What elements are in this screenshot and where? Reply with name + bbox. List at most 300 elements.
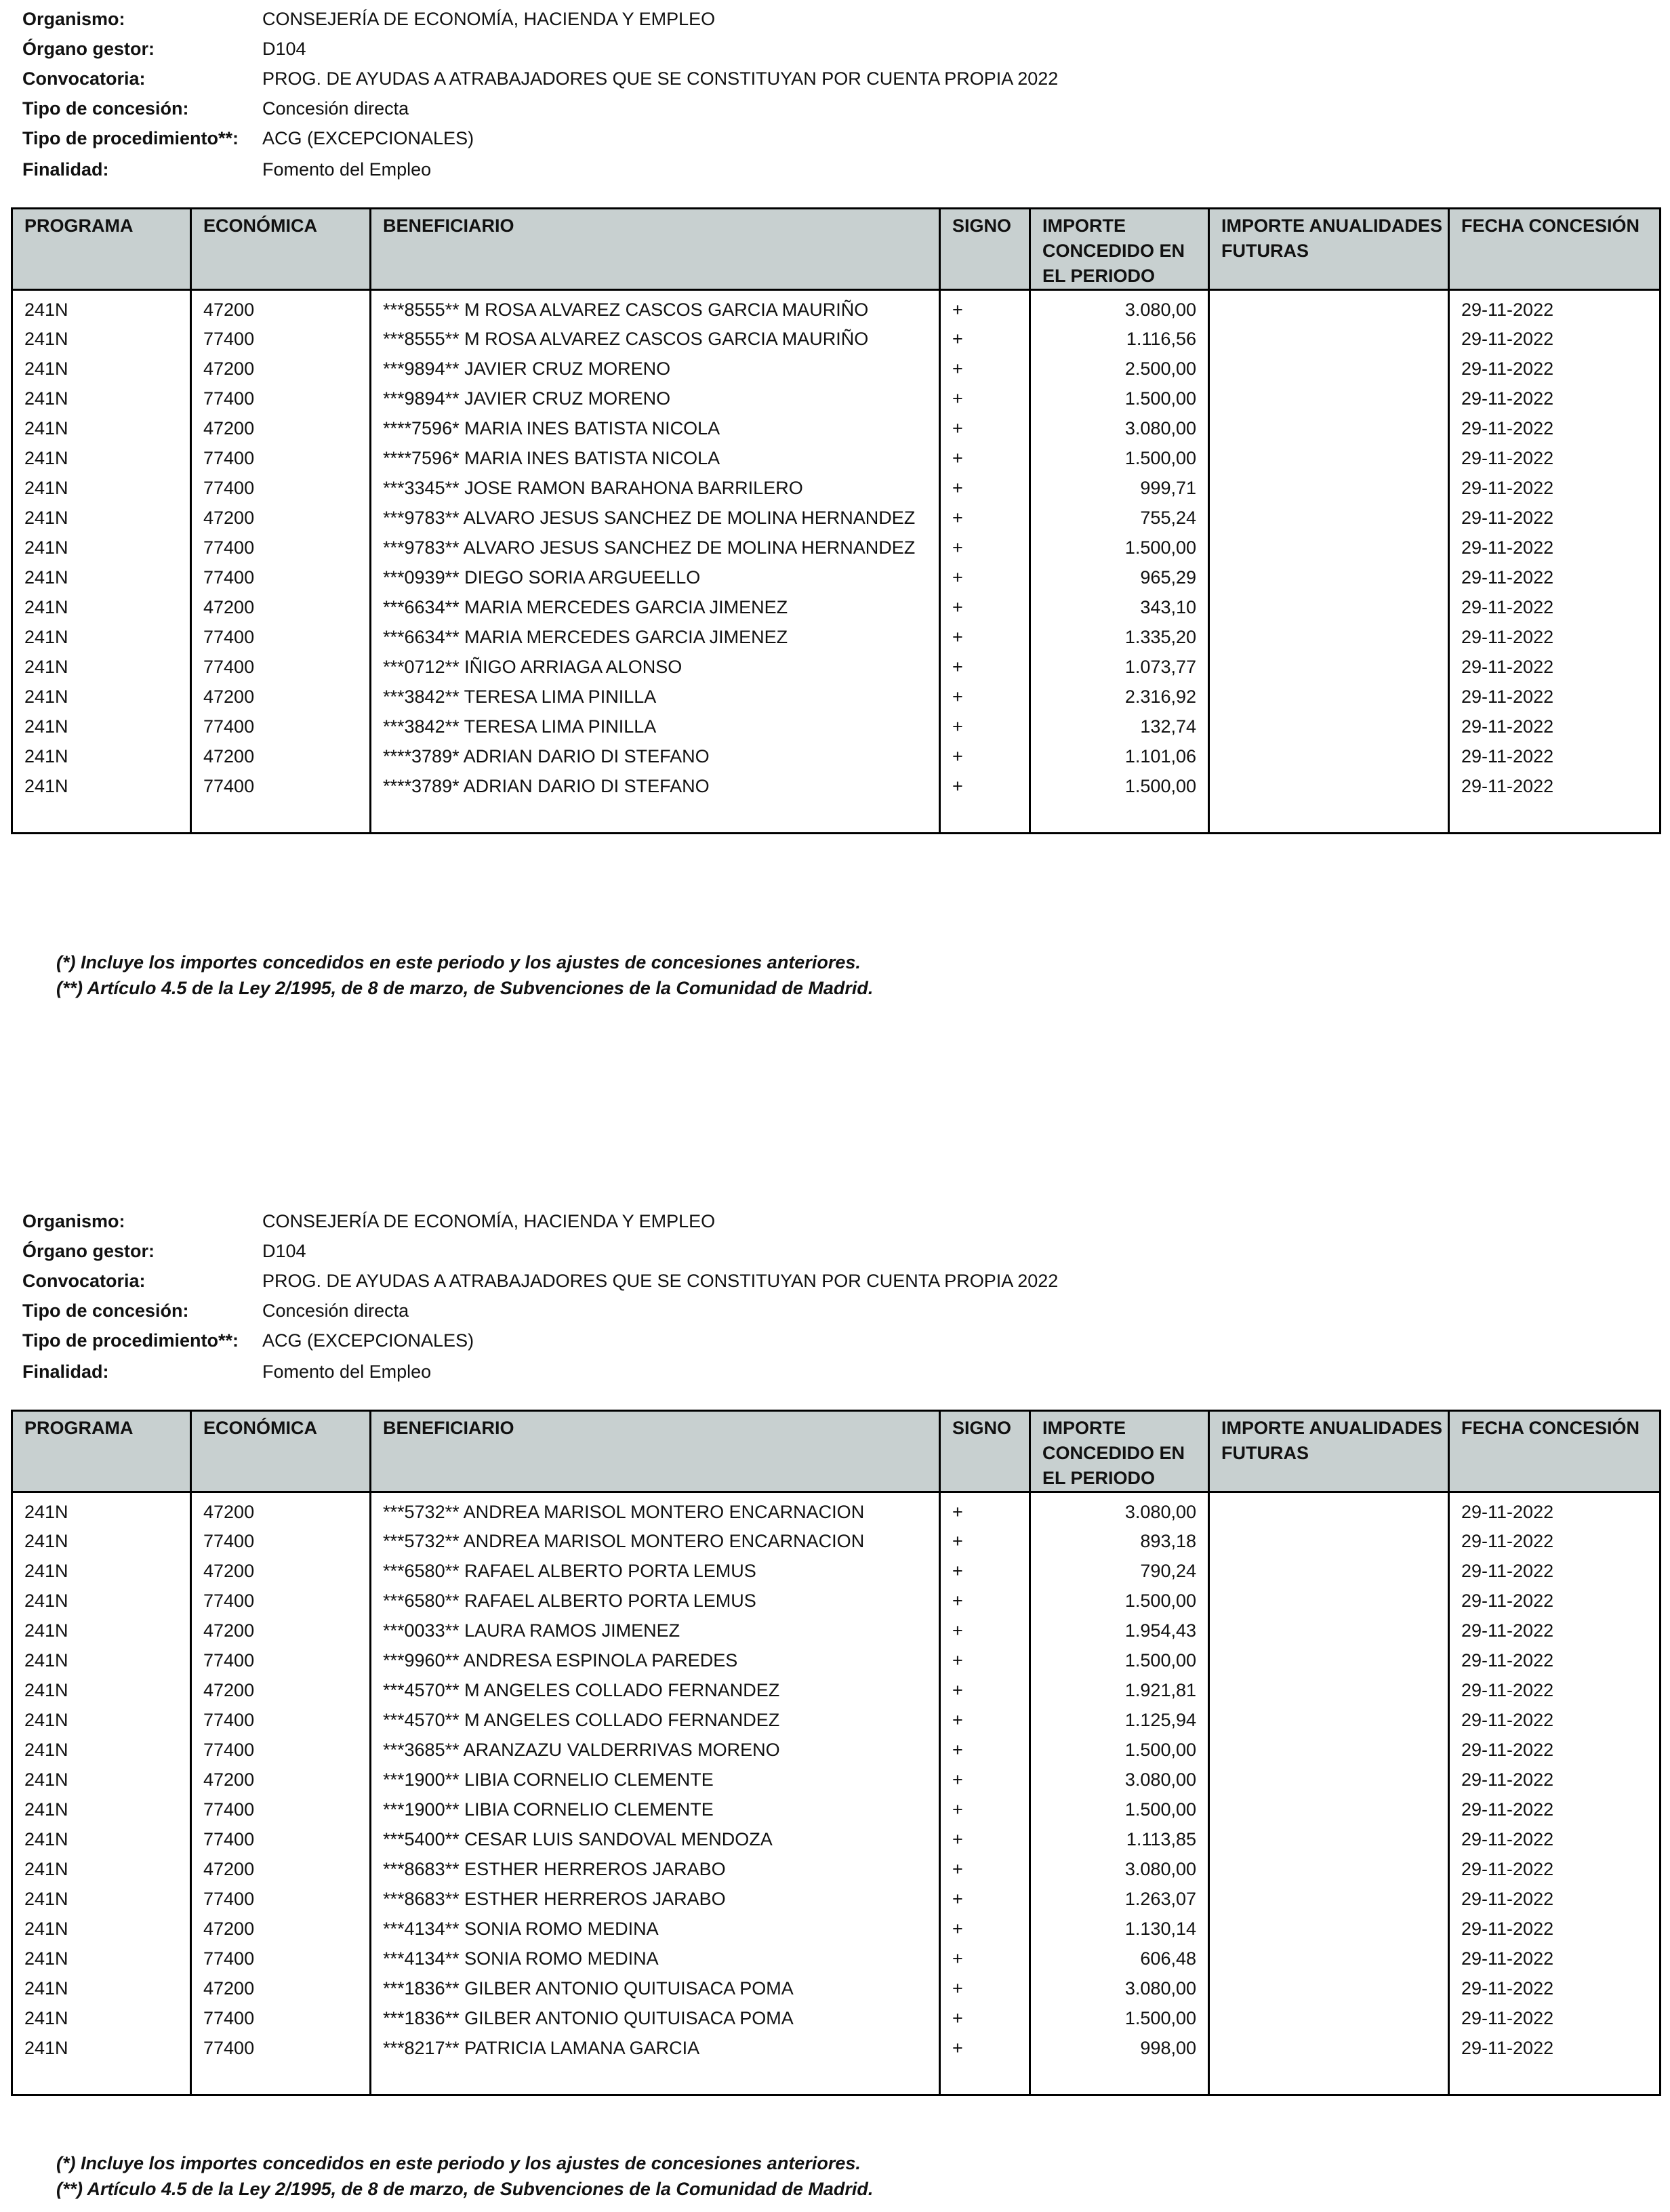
table-row — [12, 1529, 1661, 1559]
cell-beneficiario: ***1900** LIBIA CORNELIO CLEMENTE — [371, 1797, 940, 1827]
cell-economica: 77400 — [191, 565, 371, 595]
cell-importe-futuras — [1209, 1857, 1449, 1887]
cell-signo: + — [940, 1797, 1030, 1827]
col-header-programa: PROGRAMA — [12, 209, 191, 290]
cell-economica: 77400 — [191, 446, 371, 476]
cell-importe-futuras — [1209, 1946, 1449, 1976]
cell-beneficiario: ***9783** ALVARO JESUS SANCHEZ DE MOLINA HERNANDEZ — [371, 506, 940, 535]
tipo-concesion-label: Tipo de concesión: — [22, 1300, 189, 1321]
cell-importe: 2.500,00 — [1030, 356, 1209, 386]
cell-importe: 790,24 — [1030, 1559, 1209, 1589]
cell-fecha: 29-11-2022 — [1449, 1559, 1661, 1589]
cell-signo: + — [940, 446, 1030, 476]
cell-programa: 241N — [24, 417, 68, 438]
cell-signo: + — [940, 1827, 1030, 1857]
cell-signo: + — [940, 1678, 1030, 1708]
table-row — [12, 774, 1661, 804]
cell-importe: 1.954,43 — [1030, 1618, 1209, 1648]
empty-cell — [191, 2066, 371, 2095]
cell-programa: 241N — [24, 1978, 68, 1999]
cell-importe-futuras — [1209, 446, 1449, 476]
cell-programa: 241N — [24, 1888, 68, 1909]
cell-programa: 241N — [24, 477, 68, 498]
convocatoria-value: PROG. DE AYUDAS A ATRABAJADORES QUE SE CONSTITUYAN POR CUENTA PROPIA 2022 — [262, 68, 1059, 89]
empty-cell — [940, 804, 1030, 834]
cell-economica: 77400 — [191, 1589, 371, 1618]
cell-signo: + — [940, 1618, 1030, 1648]
empty-cell — [1209, 2066, 1449, 2095]
cell-importe: 998,00 — [1030, 2036, 1209, 2066]
empty-cell — [371, 2066, 940, 2095]
cell-fecha: 29-11-2022 — [1449, 1648, 1661, 1678]
cell-beneficiario: ***4570** M ANGELES COLLADO FERNANDEZ — [371, 1708, 940, 1738]
cell-fecha: 29-11-2022 — [1449, 476, 1661, 506]
cell-importe-futuras — [1209, 356, 1449, 386]
table-row — [12, 1589, 1661, 1618]
cell-economica: 47200 — [191, 1492, 371, 1529]
col-header-importe-periodo: IMPORTE CONCEDIDO EN EL PERIODO — [1030, 1411, 1209, 1492]
cell-fecha: 29-11-2022 — [1449, 1946, 1661, 1976]
cell-programa: 241N — [24, 596, 68, 617]
cell-programa: 241N — [24, 447, 68, 468]
cell-programa: 241N — [24, 358, 68, 379]
empty-cell — [940, 2066, 1030, 2095]
cell-programa: 241N — [24, 1650, 68, 1671]
cell-economica: 77400 — [191, 1648, 371, 1678]
cell-programa: 241N — [24, 1709, 68, 1730]
table-row — [12, 1678, 1661, 1708]
cell-beneficiario: ***3842** TERESA LIMA PINILLA — [371, 714, 940, 744]
cell-economica: 77400 — [191, 1887, 371, 1917]
cell-importe: 1.500,00 — [1030, 1797, 1209, 1827]
cell-economica: 47200 — [191, 1678, 371, 1708]
cell-signo: + — [940, 1887, 1030, 1917]
finalidad-label: Finalidad: — [22, 1361, 109, 1382]
cell-fecha: 29-11-2022 — [1449, 446, 1661, 476]
table-row — [12, 714, 1661, 744]
table-row — [12, 416, 1661, 446]
cell-programa: 241N — [24, 567, 68, 588]
cell-importe-futuras — [1209, 714, 1449, 744]
table-header-row — [12, 1411, 1661, 1492]
cell-economica: 77400 — [191, 2006, 371, 2036]
cell-fecha: 29-11-2022 — [1449, 1887, 1661, 1917]
col-header-signo: SIGNO — [940, 209, 1030, 290]
organismo-label: Organismo: — [22, 9, 125, 29]
convocatoria-value: PROG. DE AYUDAS A ATRABAJADORES QUE SE CONSTITUYAN POR CUENTA PROPIA 2022 — [262, 1271, 1059, 1291]
cell-signo: + — [940, 1946, 1030, 1976]
cell-fecha: 29-11-2022 — [1449, 1857, 1661, 1887]
cell-signo: + — [940, 386, 1030, 416]
cell-importe: 1.263,07 — [1030, 1887, 1209, 1917]
cell-beneficiario: ***8555** M ROSA ALVAREZ CASCOS GARCIA MAURIÑO — [371, 327, 940, 356]
cell-importe-futuras — [1209, 1492, 1449, 1529]
cell-fecha: 29-11-2022 — [1449, 386, 1661, 416]
col-header-economica: ECONÓMICA — [191, 209, 371, 290]
grants-table — [11, 207, 1661, 834]
cell-fecha: 29-11-2022 — [1449, 1797, 1661, 1827]
cell-fecha: 29-11-2022 — [1449, 565, 1661, 595]
table-row — [12, 1797, 1661, 1827]
cell-signo: + — [940, 744, 1030, 774]
table-row — [12, 625, 1661, 655]
cell-importe: 1.113,85 — [1030, 1827, 1209, 1857]
cell-beneficiario: ***8217** PATRICIA LAMANA GARCIA — [371, 2036, 940, 2066]
cell-signo: + — [940, 1529, 1030, 1559]
tipo-procedimiento-label: Tipo de procedimiento**: — [22, 1330, 239, 1351]
table-row — [12, 1827, 1661, 1857]
table-row — [12, 1917, 1661, 1946]
cell-programa: 241N — [24, 716, 68, 737]
table-body — [12, 1492, 1661, 2095]
tipo-procedimiento-label: Tipo de procedimiento**: — [22, 128, 239, 148]
cell-beneficiario: ***9894** JAVIER CRUZ MORENO — [371, 386, 940, 416]
cell-programa: 241N — [24, 1918, 68, 1939]
cell-programa: 241N — [24, 626, 68, 647]
organo-gestor-label: Órgano gestor: — [22, 39, 155, 59]
cell-beneficiario: ***5732** ANDREA MARISOL MONTERO ENCARNACION — [371, 1492, 940, 1529]
cell-importe-futuras — [1209, 1917, 1449, 1946]
cell-importe: 1.500,00 — [1030, 1648, 1209, 1678]
cell-importe-futuras — [1209, 655, 1449, 684]
cell-fecha: 29-11-2022 — [1449, 1767, 1661, 1797]
col-header-importe-periodo: IMPORTE CONCEDIDO EN EL PERIODO — [1030, 209, 1209, 290]
table-row — [12, 476, 1661, 506]
cell-economica: 47200 — [191, 506, 371, 535]
cell-programa: 241N — [24, 1620, 68, 1641]
cell-signo: + — [940, 1738, 1030, 1767]
cell-importe-futuras — [1209, 1559, 1449, 1589]
table-bottom-spacer — [12, 804, 1661, 834]
cell-fecha: 29-11-2022 — [1449, 774, 1661, 804]
table-row — [12, 446, 1661, 476]
cell-beneficiario: ***6634** MARIA MERCEDES GARCIA JIMENEZ — [371, 625, 940, 655]
cell-importe: 343,10 — [1030, 595, 1209, 625]
cell-beneficiario: ***0939** DIEGO SORIA ARGUEELLO — [371, 565, 940, 595]
grants-table — [11, 1410, 1661, 2096]
cell-importe: 1.500,00 — [1030, 386, 1209, 416]
cell-signo: + — [940, 1589, 1030, 1618]
cell-programa: 241N — [24, 775, 68, 796]
cell-programa: 241N — [24, 2007, 68, 2028]
table-row — [12, 2006, 1661, 2036]
cell-fecha: 29-11-2022 — [1449, 1976, 1661, 2006]
cell-beneficiario: ***0712** IÑIGO ARRIAGA ALONSO — [371, 655, 940, 684]
col-header-economica: ECONÓMICA — [191, 1411, 371, 1492]
cell-signo: + — [940, 535, 1030, 565]
cell-economica: 77400 — [191, 774, 371, 804]
cell-fecha: 29-11-2022 — [1449, 1738, 1661, 1767]
tipo-concesion-value: Concesión directa — [262, 98, 409, 119]
cell-signo: + — [940, 476, 1030, 506]
table-row — [12, 1946, 1661, 1976]
cell-importe: 3.080,00 — [1030, 1767, 1209, 1797]
cell-beneficiario: ***8683** ESTHER HERREROS JARABO — [371, 1857, 940, 1887]
cell-importe: 1.500,00 — [1030, 1738, 1209, 1767]
tipo-concesion-value: Concesión directa — [262, 1300, 409, 1321]
table-row — [12, 2036, 1661, 2066]
cell-importe: 3.080,00 — [1030, 1492, 1209, 1529]
table-row — [12, 386, 1661, 416]
cell-beneficiario: ***6580** RAFAEL ALBERTO PORTA LEMUS — [371, 1589, 940, 1618]
cell-economica: 77400 — [191, 386, 371, 416]
cell-programa: 241N — [24, 1858, 68, 1879]
cell-importe-futuras — [1209, 774, 1449, 804]
table-row — [12, 595, 1661, 625]
cell-beneficiario: ***4570** M ANGELES COLLADO FERNANDEZ — [371, 1678, 940, 1708]
cell-beneficiario: ****7596* MARIA INES BATISTA NICOLA — [371, 446, 940, 476]
organo-gestor-label: Órgano gestor: — [22, 1241, 155, 1261]
cell-importe-futuras — [1209, 1767, 1449, 1797]
cell-importe-futuras — [1209, 1618, 1449, 1648]
organismo-value: CONSEJERÍA DE ECONOMÍA, HACIENDA Y EMPLEO — [262, 9, 716, 29]
table-row — [12, 1618, 1661, 1648]
tipo-concesion-label: Tipo de concesión: — [22, 98, 189, 119]
cell-beneficiario: ***9783** ALVARO JESUS SANCHEZ DE MOLINA HERNANDEZ — [371, 535, 940, 565]
table-header-row — [12, 209, 1661, 290]
cell-importe-futuras — [1209, 1589, 1449, 1618]
cell-fecha: 29-11-2022 — [1449, 655, 1661, 684]
cell-beneficiario: ***5732** ANDREA MARISOL MONTERO ENCARNACION — [371, 1529, 940, 1559]
cell-programa: 241N — [24, 537, 68, 558]
footnote-1: (*) Incluye los importes concedidos en este periodo y los ajustes de concesiones anteriores. — [56, 952, 861, 972]
finalidad-value: Fomento del Empleo — [262, 1361, 432, 1382]
table-row — [12, 535, 1661, 565]
cell-importe: 1.073,77 — [1030, 655, 1209, 684]
table-row — [12, 744, 1661, 774]
cell-importe: 3.080,00 — [1030, 1857, 1209, 1887]
empty-cell — [1449, 804, 1661, 834]
cell-signo: + — [940, 1559, 1030, 1589]
cell-signo: + — [940, 684, 1030, 714]
cell-importe-futuras — [1209, 1648, 1449, 1678]
cell-programa: 241N — [24, 1502, 68, 1522]
cell-importe-futuras — [1209, 1976, 1449, 2006]
cell-importe-futuras — [1209, 1708, 1449, 1738]
cell-fecha: 29-11-2022 — [1449, 356, 1661, 386]
cell-fecha: 29-11-2022 — [1449, 327, 1661, 356]
cell-beneficiario: ****7596* MARIA INES BATISTA NICOLA — [371, 416, 940, 446]
cell-programa: 241N — [24, 1679, 68, 1700]
organo-gestor-value: D104 — [262, 1241, 306, 1261]
cell-fecha: 29-11-2022 — [1449, 535, 1661, 565]
cell-fecha: 29-11-2022 — [1449, 1678, 1661, 1708]
cell-importe-futuras — [1209, 476, 1449, 506]
cell-signo: + — [940, 1976, 1030, 2006]
cell-beneficiario: ***6580** RAFAEL ALBERTO PORTA LEMUS — [371, 1559, 940, 1589]
cell-fecha: 29-11-2022 — [1449, 1917, 1661, 1946]
cell-importe: 1.125,94 — [1030, 1708, 1209, 1738]
cell-importe: 893,18 — [1030, 1529, 1209, 1559]
empty-cell — [1449, 2066, 1661, 2095]
cell-programa: 241N — [24, 1739, 68, 1760]
cell-signo: + — [940, 565, 1030, 595]
col-header-fecha: FECHA CONCESIÓN — [1449, 1411, 1661, 1492]
cell-fecha: 29-11-2022 — [1449, 1529, 1661, 1559]
table-row — [12, 655, 1661, 684]
cell-beneficiario: ***8683** ESTHER HERREROS JARABO — [371, 1887, 940, 1917]
table-bottom-spacer — [12, 2066, 1661, 2095]
organismo-label: Organismo: — [22, 1211, 125, 1231]
cell-signo: + — [940, 2006, 1030, 2036]
cell-programa: 241N — [24, 686, 68, 707]
cell-economica: 47200 — [191, 1618, 371, 1648]
cell-beneficiario: ***3345** JOSE RAMON BARAHONA BARRILERO — [371, 476, 940, 506]
cell-importe: 606,48 — [1030, 1946, 1209, 1976]
cell-signo: + — [940, 356, 1030, 386]
cell-importe-futuras — [1209, 625, 1449, 655]
cell-importe: 1.500,00 — [1030, 774, 1209, 804]
cell-signo: + — [940, 1857, 1030, 1887]
cell-signo: + — [940, 416, 1030, 446]
cell-fecha: 29-11-2022 — [1449, 416, 1661, 446]
cell-importe-futuras — [1209, 1529, 1449, 1559]
table-row — [12, 356, 1661, 386]
cell-economica: 47200 — [191, 595, 371, 625]
cell-programa: 241N — [24, 1590, 68, 1611]
cell-signo: + — [940, 290, 1030, 327]
cell-fecha: 29-11-2022 — [1449, 1827, 1661, 1857]
cell-signo: + — [940, 655, 1030, 684]
cell-beneficiario: ****3789* ADRIAN DARIO DI STEFANO — [371, 744, 940, 774]
table-row — [12, 1887, 1661, 1917]
cell-importe: 1.500,00 — [1030, 535, 1209, 565]
cell-economica: 77400 — [191, 1708, 371, 1738]
empty-cell — [1030, 804, 1209, 834]
col-header-beneficiario: BENEFICIARIO — [371, 1411, 940, 1492]
cell-signo: + — [940, 714, 1030, 744]
convocatoria-label: Convocatoria: — [22, 68, 146, 89]
organismo-value: CONSEJERÍA DE ECONOMÍA, HACIENDA Y EMPLEO — [262, 1211, 716, 1231]
cell-programa: 241N — [24, 328, 68, 349]
cell-programa: 241N — [24, 1948, 68, 1969]
convocatoria-label: Convocatoria: — [22, 1271, 146, 1291]
cell-importe-futuras — [1209, 684, 1449, 714]
tipo-procedimiento-value: ACG (EXCEPCIONALES) — [262, 128, 474, 148]
cell-economica: 77400 — [191, 2036, 371, 2066]
cell-beneficiario: ***3685** ARANZAZU VALDERRIVAS MORENO — [371, 1738, 940, 1767]
table-row — [12, 1708, 1661, 1738]
cell-importe-futuras — [1209, 1797, 1449, 1827]
cell-beneficiario: ***5400** CESAR LUIS SANDOVAL MENDOZA — [371, 1827, 940, 1857]
cell-economica: 47200 — [191, 1857, 371, 1887]
footnote-2: (**) Artículo 4.5 de la Ley 2/1995, de 8 de marzo, de Subvenciones de la Comunidad de Madrid. — [56, 2179, 874, 2199]
col-header-signo: SIGNO — [940, 1411, 1030, 1492]
cell-programa: 241N — [24, 388, 68, 409]
table-row — [12, 1738, 1661, 1767]
cell-beneficiario: ***6634** MARIA MERCEDES GARCIA JIMENEZ — [371, 595, 940, 625]
table-row — [12, 290, 1661, 327]
cell-importe: 1.500,00 — [1030, 1589, 1209, 1618]
cell-signo: + — [940, 595, 1030, 625]
col-header-fecha: FECHA CONCESIÓN — [1449, 209, 1661, 290]
cell-beneficiario: ****3789* ADRIAN DARIO DI STEFANO — [371, 774, 940, 804]
table-row — [12, 1767, 1661, 1797]
cell-fecha: 29-11-2022 — [1449, 290, 1661, 327]
cell-importe: 1.335,20 — [1030, 625, 1209, 655]
cell-signo: + — [940, 774, 1030, 804]
cell-importe-futuras — [1209, 535, 1449, 565]
cell-programa: 241N — [24, 1799, 68, 1820]
col-header-programa: PROGRAMA — [12, 1411, 191, 1492]
cell-signo: + — [940, 506, 1030, 535]
empty-cell — [191, 804, 371, 834]
cell-beneficiario: ***0033** LAURA RAMOS JIMENEZ — [371, 1618, 940, 1648]
cell-importe-futuras — [1209, 595, 1449, 625]
cell-economica: 77400 — [191, 1529, 371, 1559]
cell-beneficiario: ***3842** TERESA LIMA PINILLA — [371, 684, 940, 714]
tipo-procedimiento-value: ACG (EXCEPCIONALES) — [262, 1330, 474, 1351]
cell-importe-futuras — [1209, 1887, 1449, 1917]
cell-importe-futuras — [1209, 2006, 1449, 2036]
cell-signo: + — [940, 1767, 1030, 1797]
cell-economica: 47200 — [191, 290, 371, 327]
cell-economica: 77400 — [191, 535, 371, 565]
table-row — [12, 1976, 1661, 2006]
cell-beneficiario: ***9960** ANDRESA ESPINOLA PAREDES — [371, 1648, 940, 1678]
cell-importe: 3.080,00 — [1030, 416, 1209, 446]
cell-fecha: 29-11-2022 — [1449, 2006, 1661, 2036]
cell-economica: 47200 — [191, 1976, 371, 2006]
cell-importe-futuras — [1209, 1827, 1449, 1857]
table-row — [12, 1559, 1661, 1589]
cell-economica: 77400 — [191, 1827, 371, 1857]
cell-fecha: 29-11-2022 — [1449, 1589, 1661, 1618]
cell-economica: 77400 — [191, 327, 371, 356]
cell-importe-futuras — [1209, 744, 1449, 774]
cell-economica: 47200 — [191, 1917, 371, 1946]
cell-economica: 47200 — [191, 1767, 371, 1797]
empty-cell — [12, 2066, 191, 2095]
cell-programa: 241N — [24, 1769, 68, 1790]
cell-beneficiario: ***4134** SONIA ROMO MEDINA — [371, 1946, 940, 1976]
empty-cell — [1209, 804, 1449, 834]
cell-signo: + — [940, 1708, 1030, 1738]
cell-signo: + — [940, 1492, 1030, 1529]
cell-signo: + — [940, 327, 1030, 356]
cell-fecha: 29-11-2022 — [1449, 506, 1661, 535]
footnote-2: (**) Artículo 4.5 de la Ley 2/1995, de 8 de marzo, de Subvenciones de la Comunidad de Madrid. — [56, 978, 874, 998]
cell-economica: 47200 — [191, 356, 371, 386]
cell-importe-futuras — [1209, 565, 1449, 595]
cell-programa: 241N — [24, 1530, 68, 1551]
cell-importe-futuras — [1209, 290, 1449, 327]
cell-importe: 3.080,00 — [1030, 1976, 1209, 2006]
cell-beneficiario: ***1836** GILBER ANTONIO QUITUISACA POMA — [371, 2006, 940, 2036]
col-header-importe-futuras: IMPORTE ANUALIDADES FUTURAS — [1209, 1411, 1449, 1492]
cell-fecha: 29-11-2022 — [1449, 595, 1661, 625]
cell-beneficiario: ***4134** SONIA ROMO MEDINA — [371, 1917, 940, 1946]
cell-programa: 241N — [24, 300, 68, 320]
cell-importe-futuras — [1209, 327, 1449, 356]
cell-importe-futuras — [1209, 386, 1449, 416]
cell-programa: 241N — [24, 1560, 68, 1581]
finalidad-value: Fomento del Empleo — [262, 159, 432, 180]
cell-economica: 47200 — [191, 1559, 371, 1589]
cell-programa: 241N — [24, 656, 68, 677]
cell-programa: 241N — [24, 507, 68, 528]
finalidad-label: Finalidad: — [22, 159, 109, 180]
cell-economica: 77400 — [191, 655, 371, 684]
organo-gestor-value: D104 — [262, 39, 306, 59]
cell-importe-futuras — [1209, 416, 1449, 446]
cell-importe: 132,74 — [1030, 714, 1209, 744]
footnote-1: (*) Incluye los importes concedidos en este periodo y los ajustes de concesiones anteriores. — [56, 2153, 861, 2173]
cell-importe: 1.116,56 — [1030, 327, 1209, 356]
cell-beneficiario: ***1900** LIBIA CORNELIO CLEMENTE — [371, 1767, 940, 1797]
cell-beneficiario: ***1836** GILBER ANTONIO QUITUISACA POMA — [371, 1976, 940, 2006]
table-row — [12, 1492, 1661, 1529]
